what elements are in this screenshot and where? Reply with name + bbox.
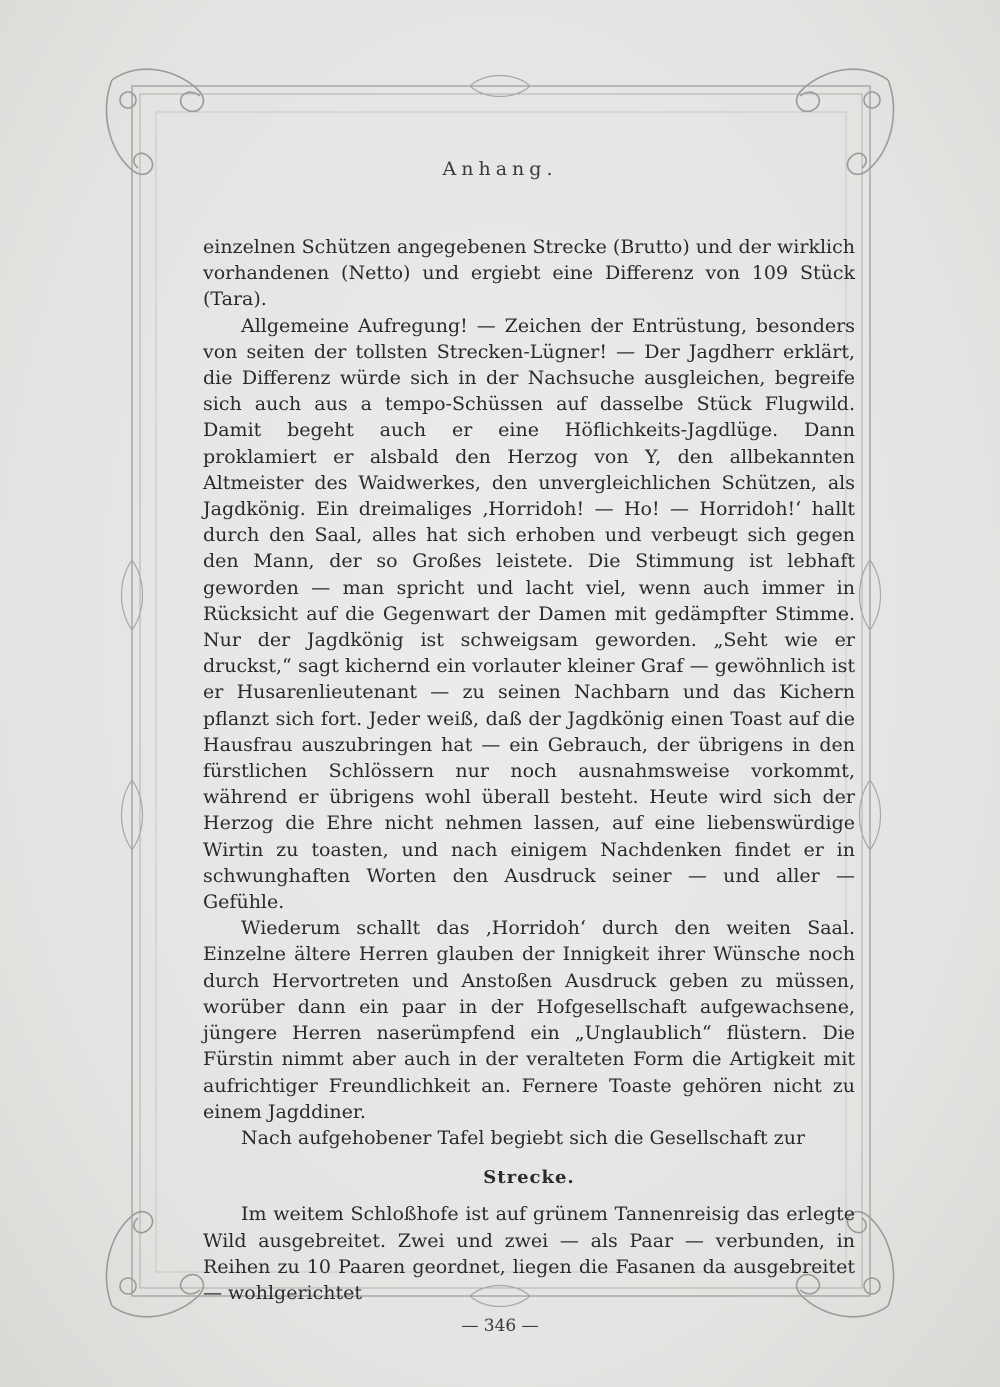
body-text bbox=[203, 234, 855, 1306]
page-number: — 346 — bbox=[461, 1316, 539, 1336]
running-head: Anhang. bbox=[442, 158, 558, 180]
paragraph: Wiederum schallt das ‚Horridoh‘ durch den weiten Saal. Einzelne ältere Herren glauben der Innigkeit ihrer Wünsche noch durch Hervortreten und Anstoßen Ausdruck geben zu müssen, worüber dann ein paar in der Hofgesellschaft aufgewachsene, jüngere Herren naserümpfend ein „Unglaublich“ flüstern. Die Fürstin nimmt aber auch in der veralteten Form die Artigkeit mit aufrichtiger Freundlichkeit an. Fernere Toaste gehören nicht zu einem Jagddiner. bbox=[203, 917, 855, 1123]
paragraph: einzelnen Schützen angegebenen Strecke (Brutto) und der wirklich vorhandenen (Netto) und ergiebt eine Differenz von 109 Stück (Tara). bbox=[203, 236, 855, 311]
section-heading: Strecke. bbox=[483, 1167, 575, 1189]
paragraph: Nach aufgehobener Tafel begiebt sich die Gesellschaft zur bbox=[241, 1126, 806, 1149]
paragraph: Im weitem Schloßhofe ist auf grünem Tannenreisig das erlegte Wild ausgebreitet. Zwei und zwei — als Paar — verbunden, in Reihen zu 10 Paaren geordnet, liegen die Fasanen da ausgebreitet — wohlgerichtet bbox=[203, 1203, 855, 1304]
paragraph: Allgemeine Aufregung! — Zeichen der Entrüstung, besonders von seiten der tollsten Strecken-Lügner! — Der Jagdherr erklärt, die Differenz würde sich in der Nachsuche ausgleichen, begreife sich auch aus a tempo-Schüssen auf dasselbe Stück Flugwild. Damit begeht auch er eine Höflichkeits-Jagdlüge. Dann proklamiert er alsbald den Herzog von Y, den allbekannten Altmeister des Waidwerkes, den unvergleichlichen Schützen, als Jagdkönig. Ein dreimaliges ‚Horridoh! — Ho! — Horridoh!‘ hallt durch den Saal, alles hat sich erhoben und verbeugt sich gegen den Mann, der so Großes leistete. Die Stimmung ist lebhaft geworden — man spricht und lacht viel, wenn auch immer in Rücksicht auf die Gegenwart der Damen mit gedämpfter Stimme. Nur der Jagdkönig ist schweigsam geworden. „Seht wie er druckst,“ sagt kichernd ein vorlauter kleiner Graf — gewöhnlich ist er Husarenlieutenant — zu seinen Nachbarn und das Kichern pflanzt sich fort. Jeder weiß, daß der Jagdkönig einen Toast auf die Hausfrau auszubringen hat — ein Gebrauch, der übrigens in den fürstlichen Schlössern nur noch ausnahmsweise vorkommt, während er übrigens wohl überall besteht. Heute wird sich der Herzog die Ehre nicht nehmen lassen, auf eine liebenswürdige Wirtin zu toasten, und nach einigem Nachdenken findet er in schwunghaften Worten den Ausdruck seiner — und aller — Gefühle. bbox=[203, 314, 855, 914]
